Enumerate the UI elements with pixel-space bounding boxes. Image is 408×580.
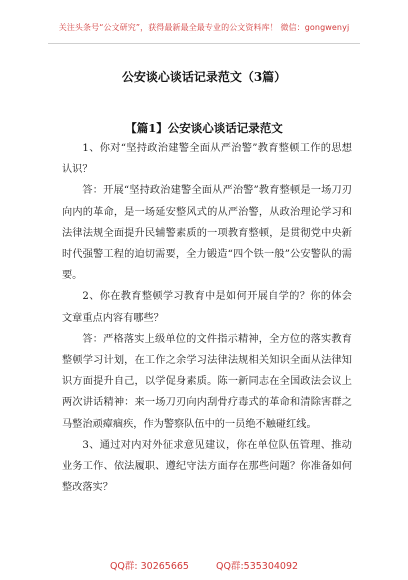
answer-2: 答：严格落实上级单位的文件指示精神，全方位的落实教育整顿学习计划，在工作之余学习法律法规相关知识全面从法律知识方面提升自己，以学促身素质。陈一新同志在全国政法会议上两次讲话精神：来一场刀刃向内刮骨疗毒式的革命和清除害群之马整治顽瘴痼疾，作为警察队伍中的一员绝不触碰红线。 — [62, 333, 352, 430]
footer — [0, 558, 408, 572]
question-1: 1、你对“坚持政治建警全面从严治警”教育整顿工作的思想认识？ — [62, 143, 352, 176]
header-divider — [48, 43, 360, 44]
question-3: 3、通过对内对外征求意见建议，你在单位队伍管理、推动业务工作、依法履职、遵纪守法方面存在那些问题？你准备如何整改落实？ — [62, 439, 352, 494]
question-2: 2、你在教育整顿学习教育中是如何开展自学的？你的体会文章重点内容有哪些？ — [62, 291, 352, 324]
document-body — [62, 138, 352, 498]
header-promo-text: 关注头条号“公文研究”，获得最新最全最专业的公文资料库！ 微信：gongwenyj — [58, 23, 350, 32]
footer-qq-group-1: QQ群: 30265665 — [109, 561, 189, 572]
answer-1: 答：开展“坚持政治建警全面从严治警”教育整顿是一场刀刃向内的革命，是一场延安整风式的从严治警，从政治理论学习和法律法规全面提升民辅警素质的一项教育整顿，是贯彻党中央新时代强警工程的迫切需要，全力锻造“四个铁一般”公安警队的需要。 — [62, 185, 352, 282]
section-title: 【篇1】公安谈心谈话记录范文 — [125, 121, 283, 135]
document-title: 公安谈心谈话记录范文（3篇） — [121, 70, 287, 84]
footer-qq-group-2: QQ群:535304092 — [216, 561, 299, 572]
